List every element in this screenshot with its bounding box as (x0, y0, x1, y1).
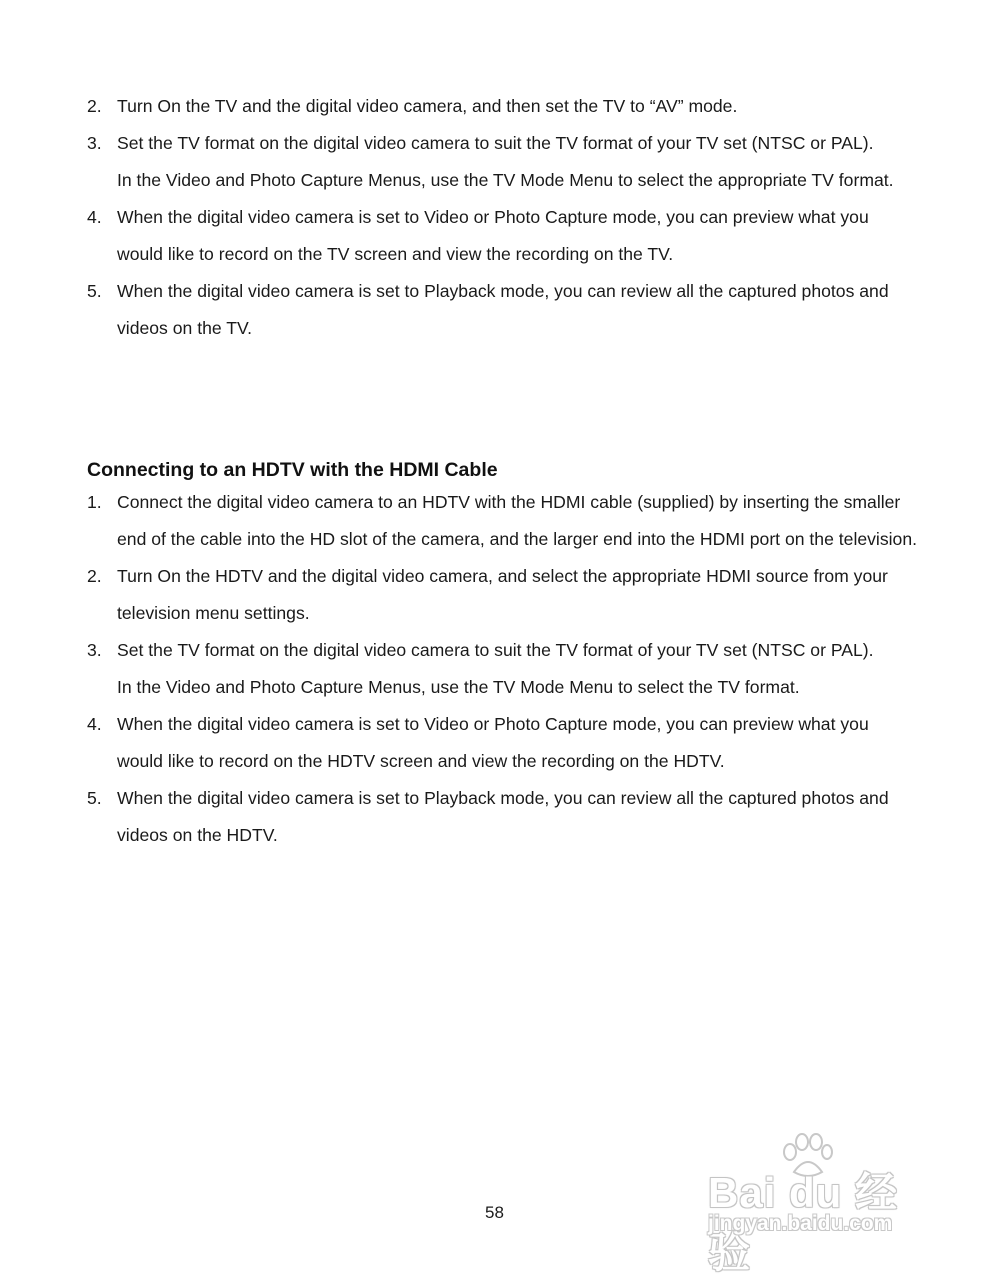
tv-connection-steps (87, 88, 917, 347)
list-item (87, 632, 917, 706)
item-number: 5. (87, 788, 102, 808)
item-number: 4. (87, 714, 102, 734)
item-text: Turn On the HDTV and the digital video camera, and select the appropriate HDMI source from your television menu settings. (117, 566, 888, 623)
list-item (87, 484, 917, 558)
item-text: When the digital video camera is set to Video or Photo Capture mode, you can preview what you would like to record on the TV screen and view the recording on the TV. (117, 207, 869, 264)
list-item (87, 199, 917, 273)
item-number: 4. (87, 207, 102, 227)
item-text: When the digital video camera is set to Playback mode, you can review all the captured photos and videos on the TV. (117, 281, 889, 338)
item-number: 1. (87, 492, 102, 512)
item-text: Set the TV format on the digital video camera to suit the TV format of your TV set (NTSC or PAL). (117, 640, 874, 660)
item-number: 3. (87, 133, 102, 153)
list-item (87, 558, 917, 632)
item-text: When the digital video camera is set to Video or Photo Capture mode, you can preview what you would like to record on the HDTV screen and view the recording on the HDTV. (117, 714, 869, 771)
item-text: Connect the digital video camera to an HDTV with the HDMI cable (supplied) by inserting the smaller end of the cable into the HD slot of the camera, and the larger end into the HDMI port on the television. (117, 492, 918, 549)
page-number: 58 (485, 1203, 504, 1222)
item-number: 2. (87, 566, 102, 586)
item-text: Turn On the TV and the digital video camera, and then set the TV to “AV” mode. (117, 96, 738, 116)
item-note: In the Video and Photo Capture Menus, use the TV Mode Menu to select the TV format. (117, 677, 800, 697)
list-item (87, 273, 917, 347)
watermark-brand: Bai du 经验 (708, 1169, 899, 1276)
list-item (87, 88, 917, 125)
item-text: Set the TV format on the digital video camera to suit the TV format of your TV set (NTSC or PAL). (117, 133, 874, 153)
list-item (87, 780, 917, 854)
list-item (87, 706, 917, 780)
hdtv-connection-steps (87, 484, 917, 854)
baidu-watermark (700, 1130, 940, 1276)
item-note: In the Video and Photo Capture Menus, use the TV Mode Menu to select the appropriate TV format. (117, 170, 894, 190)
list-item (87, 125, 917, 199)
item-text: When the digital video camera is set to Playback mode, you can review all the captured photos and videos on the HDTV. (117, 788, 889, 845)
section-heading: Connecting to an HDTV with the HDMI Cable (87, 459, 498, 481)
watermark-url: jingyan.baidu.com (708, 1212, 893, 1235)
item-number: 3. (87, 640, 102, 660)
item-number: 2. (87, 96, 102, 116)
item-number: 5. (87, 281, 102, 301)
